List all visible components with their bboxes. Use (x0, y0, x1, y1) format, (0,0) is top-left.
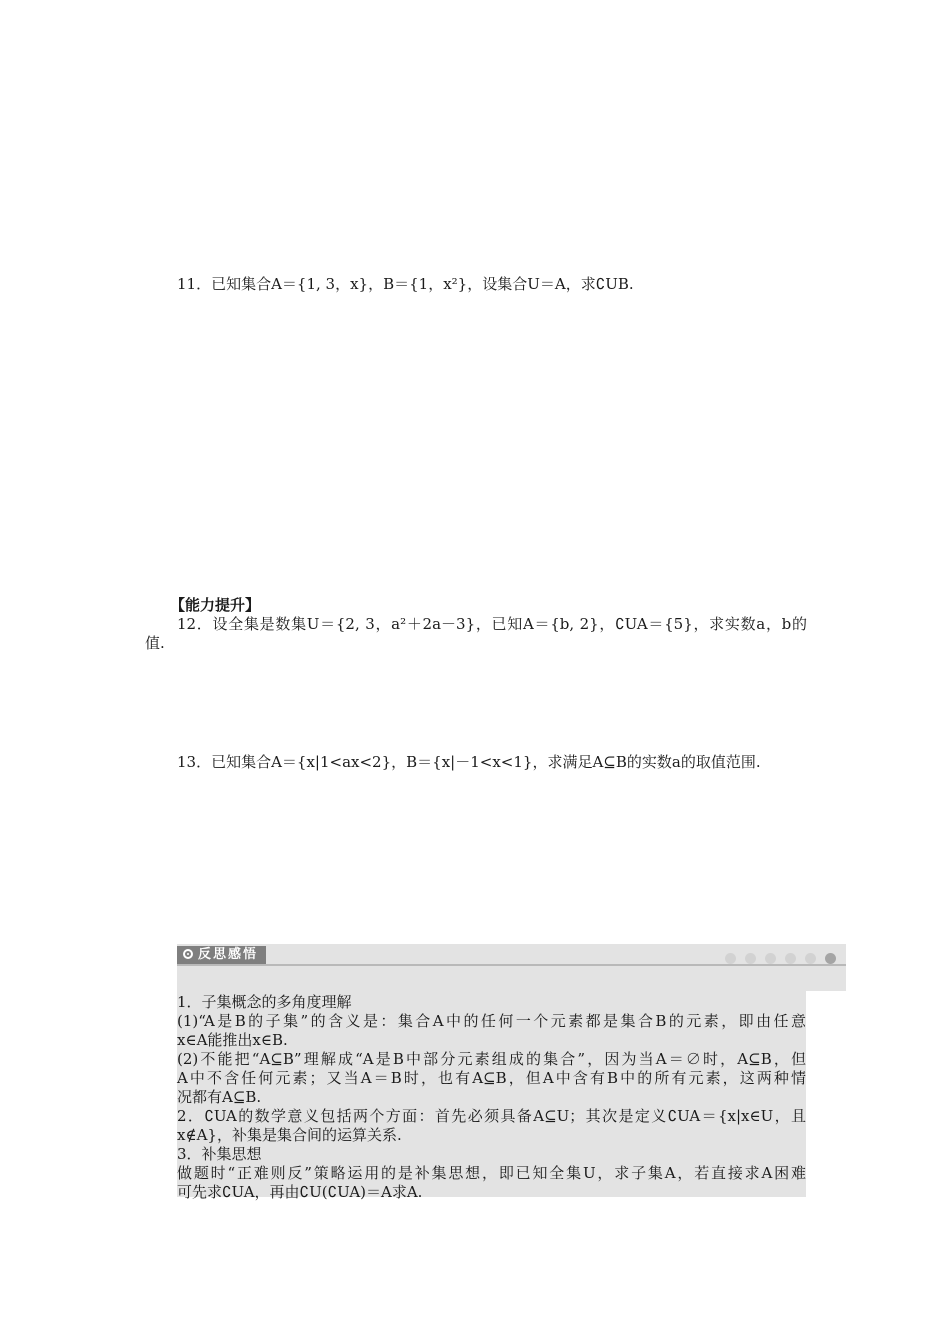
question-11: 11．已知集合A＝{1, 3，x}，B＝{1，x²}，设集合U＝A，求∁UB. (177, 275, 634, 293)
question-12-line-1: 12．设全集是数集U＝{2, 3，a²＋2a－3}，已知A＝{b, 2}，∁UA＝{5}，求实数a，b的 (177, 615, 807, 633)
reflection-line: 做题时“正难则反”策略运用的是补集思想，即已知全集U，求子集A，若直接求A困难 (177, 1164, 806, 1182)
reflection-line: 可先求∁UA，再由∁U(∁UA)＝A求A. (177, 1183, 423, 1201)
section-title: 【能力提升】 (170, 596, 261, 614)
reflection-line: x∈A能推出x∈B. (177, 1031, 288, 1049)
decor-dot (825, 953, 836, 964)
reflection-line: (2)不能把“A⊆B”理解成“A是B中部分元素组成的集合”，因为当A＝∅时，A⊆B，但 (177, 1050, 806, 1068)
reflection-line: 2．∁UA的数学意义包括两个方面：首先必须具备A⊆U；其次是定义∁UA＝{x|x∈U，且 (177, 1107, 806, 1125)
question-13: 13．已知集合A＝{x|1<ax<2}，B＝{x|－1<x<1}，求满足A⊆B的实数a的取值范围. (177, 753, 761, 771)
decor-dot (805, 953, 816, 964)
reflection-line: 3．补集思想 (177, 1145, 262, 1163)
reflection-badge (177, 946, 266, 964)
reflection-header (177, 944, 846, 991)
decor-dot (725, 953, 736, 964)
reflection-line: 1．子集概念的多角度理解 (177, 993, 352, 1011)
bullet-circle-icon (183, 949, 193, 959)
reflection-line: 况都有A⊆B. (177, 1088, 262, 1106)
decor-dot (785, 953, 796, 964)
decor-dot (745, 953, 756, 964)
reflection-line: (1)“A是B的子集”的含义是：集合A中的任何一个元素都是集合B的元素，即由任意 (177, 1012, 806, 1030)
decor-dots (716, 949, 836, 968)
reflection-title: 反思感悟 (198, 947, 259, 962)
question-12-line-2: 值. (145, 634, 165, 652)
decor-dot (765, 953, 776, 964)
reflection-line: x∉A}，补集是集合间的运算关系. (177, 1126, 402, 1144)
reflection-line: A中不含任何元素；又当A＝B时，也有A⊆B，但A中含有B中的所有元素，这两种情 (177, 1069, 806, 1087)
